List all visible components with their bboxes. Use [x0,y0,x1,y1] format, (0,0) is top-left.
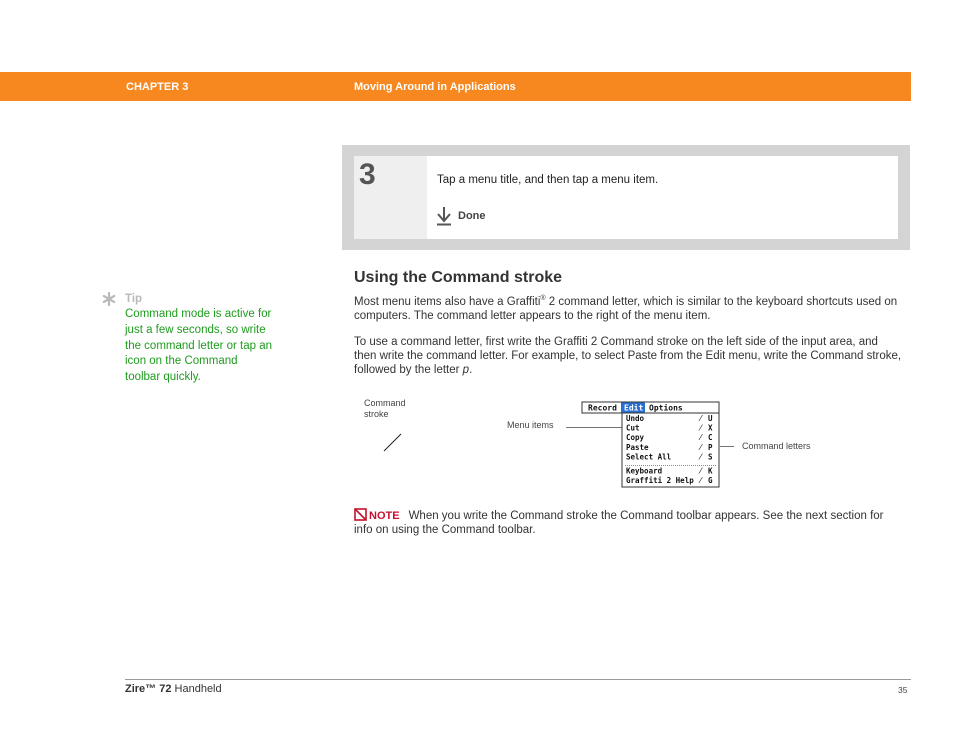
note-block [354,508,902,537]
command-letters-label: Command letters [742,441,811,451]
para1-end: 2 command letter, which is similar to the keyboard shortcuts used on computers. The command letter appears to the right of the menu item. [354,295,898,323]
command-stroke-glyph: ⁄ [700,452,702,462]
command-stroke-glyph: ⁄ [700,442,702,452]
palm-menu-screenshot [582,402,719,487]
section-heading: Using the Command stroke [354,269,563,286]
command-stroke-glyph: ⁄ [700,414,702,423]
done-label: Done [458,210,486,222]
command-letter: G [708,476,713,486]
menu-item-label: Select All [626,452,672,462]
note-icon [354,508,367,521]
menu-items-label: Menu items [507,420,554,430]
menu-tab: Edit [624,403,644,413]
page-number: 35 [898,685,908,695]
menu-item-label: Cut [626,423,640,433]
command-menu-figure [354,395,734,491]
command-stroke-glyph: ⁄ [700,476,702,486]
para2-start: To use a command letter, first write the Graffiti 2 Command stroke on the left side of the input area, and then write the command letter. For example, to select Paste from the Edit menu, write the Command stroke, followed by the letter [354,336,902,377]
command-letter: P [708,442,713,452]
menu-item-label: Copy [626,433,645,443]
para1-start: Most menu items also have a Graffiti [354,295,541,308]
menu-item-label: Graffiti 2 Help [626,476,694,486]
menu-item-label: Keyboard [626,466,663,476]
registered-mark: ® [540,295,546,302]
step-box [342,145,910,250]
menu-tab: Record [588,403,617,413]
footer-product-suffix: Handheld [171,683,222,695]
step-instruction: Tap a menu title, and then tap a menu item. [437,174,659,186]
done-row [436,206,486,226]
note-text: When you write the Command stroke the Command toolbar appears. See the next section for info on using the Command toolbar. [354,510,884,537]
footer-product-name: Zire™ 72 [125,683,172,695]
footer-rule [125,679,911,680]
note-label: NOTE [369,510,400,522]
command-letter: X [708,423,713,433]
menu-tab: Options [649,403,683,413]
tip-header [102,292,282,306]
step-content [427,156,898,239]
command-letter: U [708,414,713,423]
paragraph-command-letter-intro [354,292,902,323]
tip-sidebar [102,292,282,386]
command-letter: S [708,452,713,462]
command-stroke-glyph: ⁄ [700,433,702,443]
tip-text: Command mode is active for just a few seconds, so write the command letter or tap an icon on the Command toolbar quickly. [125,308,273,384]
chapter-title: Moving Around in Applications [354,81,516,93]
command-letter: C [708,433,713,443]
command-stroke-glyph: ⁄ [700,466,702,476]
paragraph-command-letter-usage [354,335,902,378]
menu-item-label: Undo [626,414,645,423]
asterisk-icon [102,292,116,306]
menu-item-label: Paste [626,442,649,452]
tip-label: Tip [125,293,143,305]
command-stroke-mark [384,434,401,451]
command-stroke-label: Command stroke [364,398,406,419]
step-number: 3 [359,158,376,191]
chapter-header-bar [0,72,911,101]
down-arrow-icon [436,206,452,226]
para2-letter: p [462,364,470,377]
para2-end: . [469,364,473,377]
command-letter: K [708,466,713,476]
step-number-cell [354,156,427,239]
command-stroke-glyph: ⁄ [700,423,702,433]
footer-product [125,683,222,695]
chapter-label: CHAPTER 3 [126,81,189,93]
